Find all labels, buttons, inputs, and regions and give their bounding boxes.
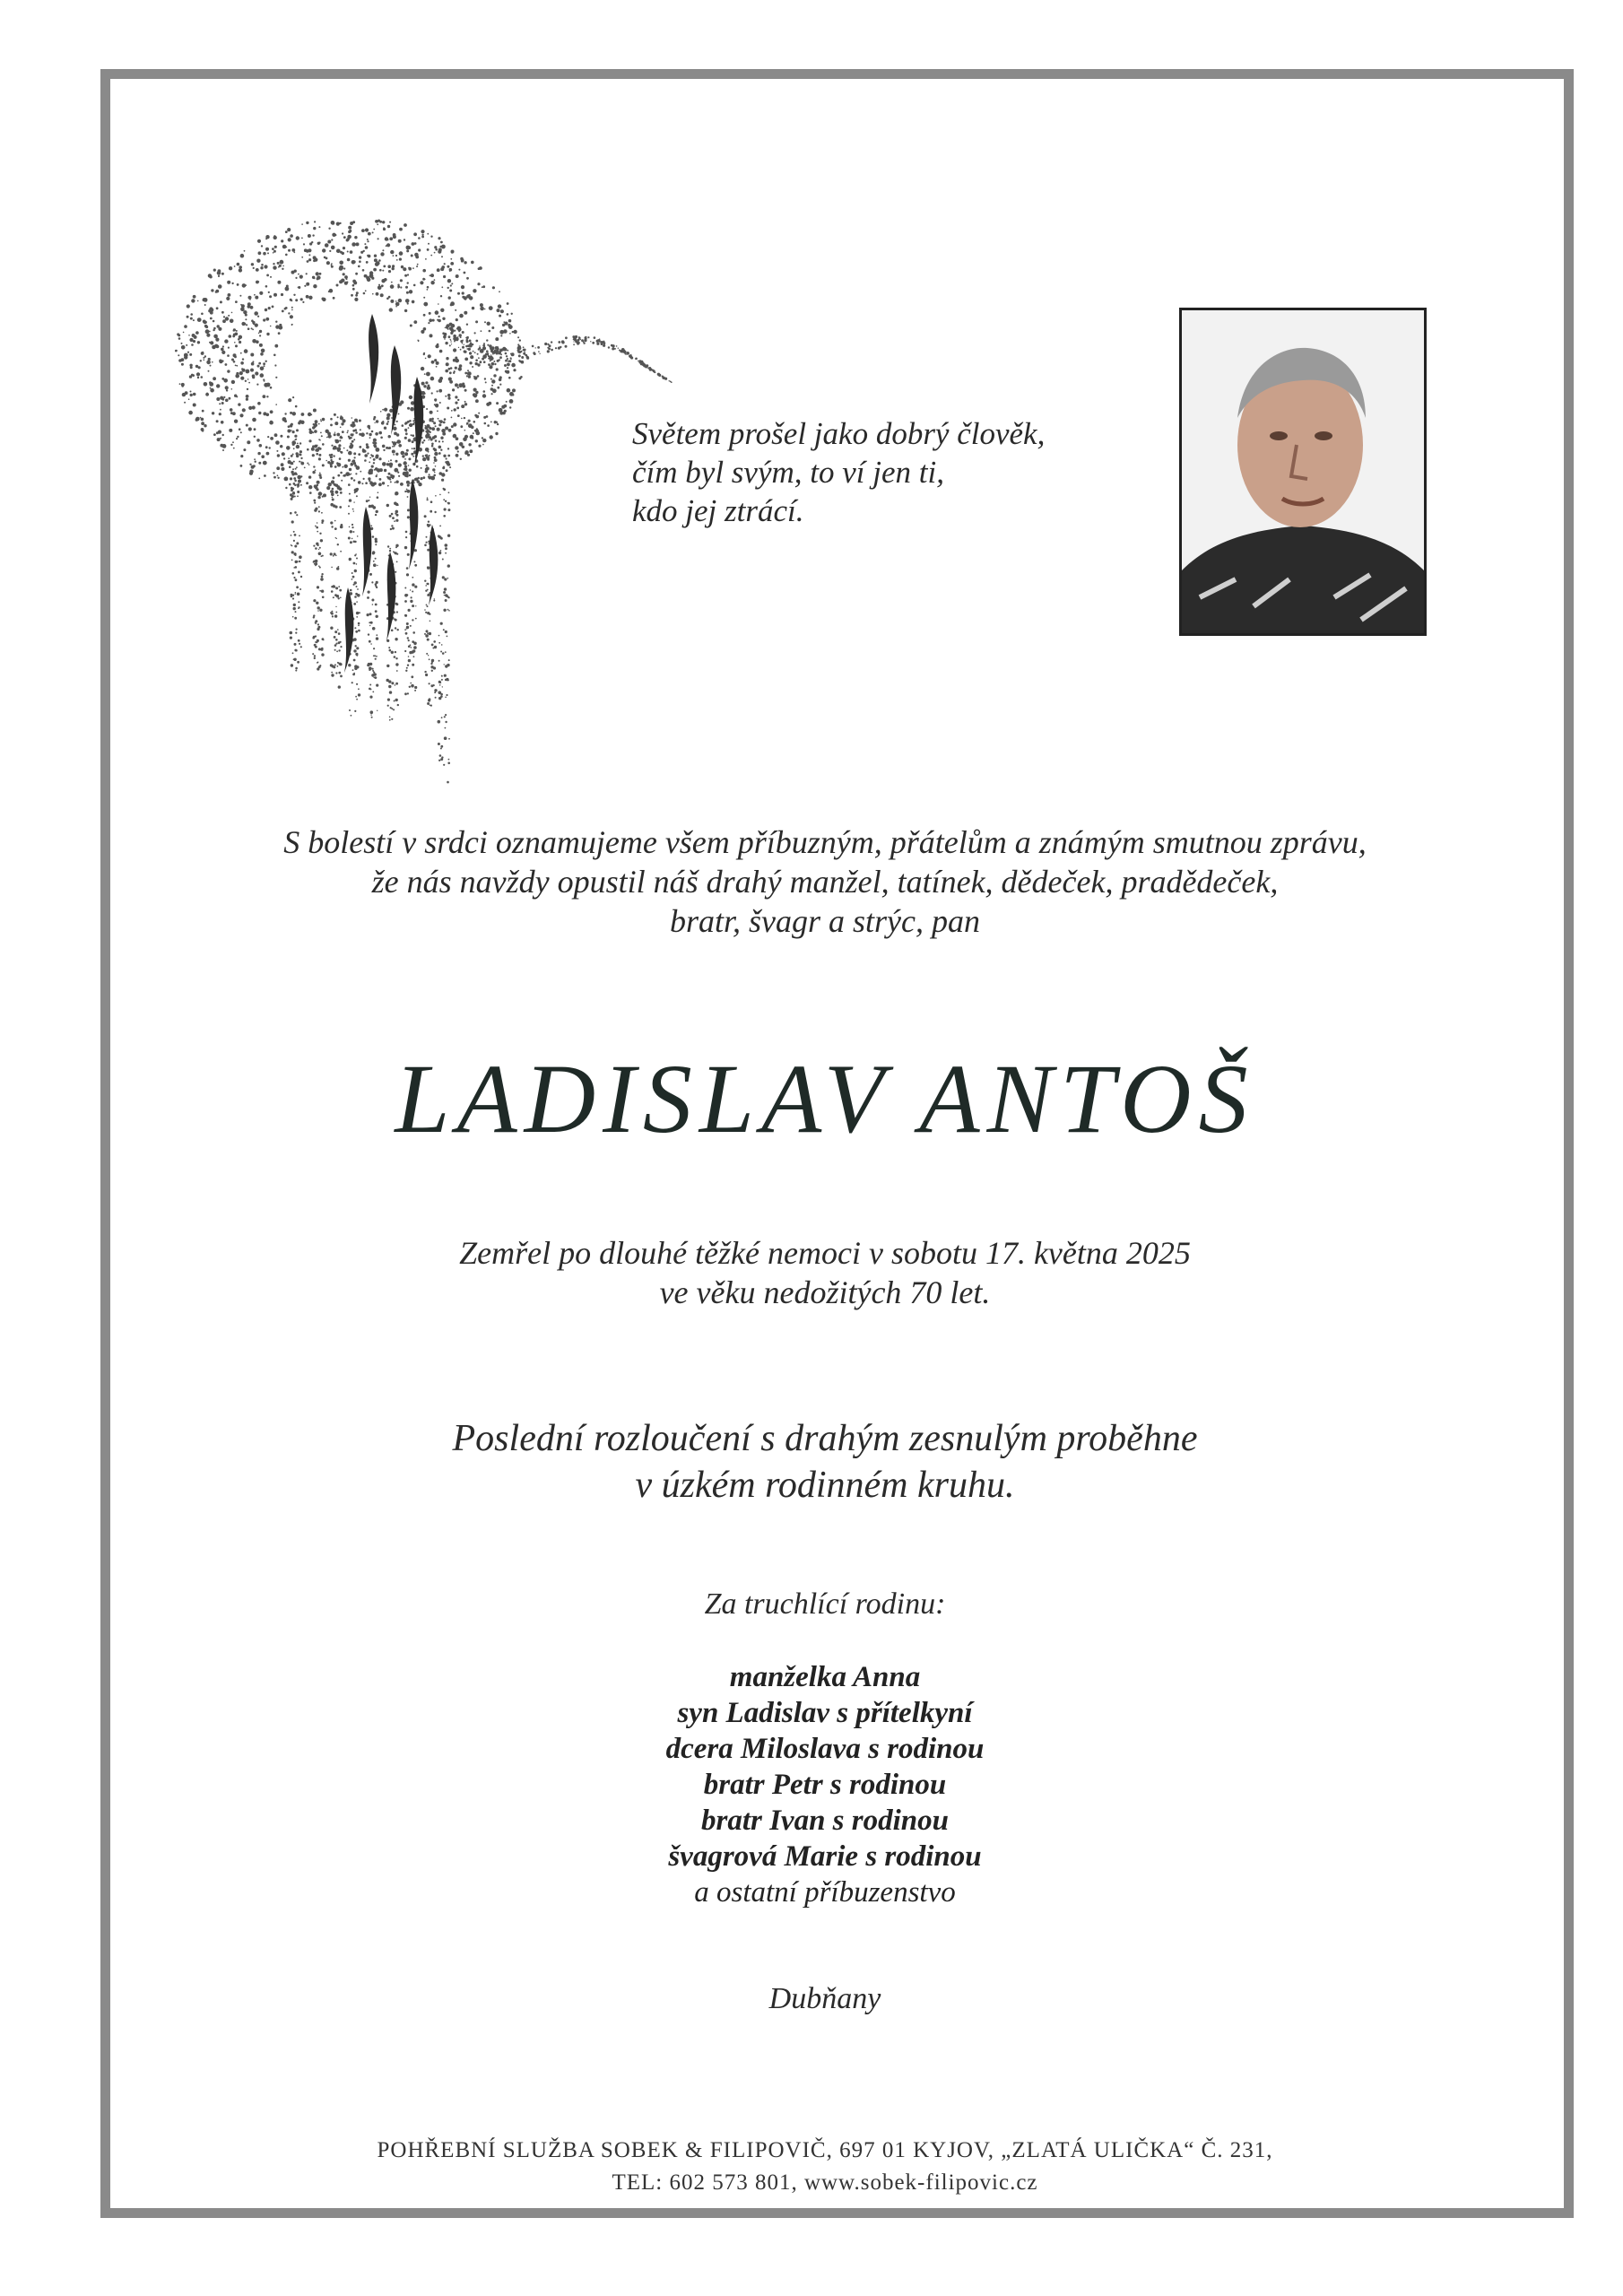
farewell-line: Poslední rozloučení s drahým zesnulým proběhne — [452, 1418, 1198, 1459]
death-line: Zemřel po dlouhé těžké nemoci v sobotu 17. května 2025 — [459, 1235, 1191, 1271]
announcement-text — [179, 822, 1471, 941]
farewell-notice — [179, 1415, 1471, 1509]
portrait-icon — [1182, 310, 1424, 633]
mourner-item: manželka Anna — [729, 1661, 921, 1693]
mourner-item: švagrová Marie s rodinou — [668, 1840, 982, 1873]
for-family-label: Za truchlící rodinu: — [704, 1587, 946, 1621]
mourner-item: syn Ladislav s přítelkyní — [677, 1697, 973, 1729]
farewell-line: v úzkém rodinném kruhu. — [635, 1465, 1015, 1506]
death-notice — [179, 1233, 1471, 1312]
deceased-photo — [1179, 308, 1427, 636]
announcement-line: že nás navždy opustil náš drahý manžel, tatínek, dědeček, pradědeček, — [371, 864, 1279, 900]
announcement-line: bratr, švagr a strýc, pan — [669, 903, 980, 939]
footer-address: POHŘEBNÍ SLUŽBA SOBEK & FILIPOVIČ, 697 01 KYJOV, „ZLATÁ ULIČKA“ Č. 231, — [377, 2138, 1273, 2162]
mourner-item: bratr Petr s rodinou — [703, 1769, 947, 1801]
candle-ornament-icon — [170, 211, 690, 785]
death-line: ve věku nedožitých 70 let. — [659, 1274, 991, 1310]
deceased-name: LADISLAV ANTOŠ — [395, 1044, 1255, 1153]
mourner-item: dcera Miloslava s rodinou — [665, 1733, 985, 1765]
quote-line: kdo jej ztrácí. — [632, 493, 804, 528]
quote-line: Světem prošel jako dobrý člověk, — [632, 416, 1046, 451]
memorial-quote — [632, 414, 1170, 530]
funeral-service-footer — [179, 2135, 1471, 2199]
mourners-list — [179, 1659, 1471, 1910]
footer-contact: TEL: 602 573 801, www.sobek-filipovic.cz — [612, 2170, 1038, 2195]
place-name: Dubňany — [768, 1982, 881, 2015]
mourner-item: bratr Ivan s rodinou — [700, 1805, 949, 1837]
announcement-line: S bolestí v srdci oznamujeme všem příbuzným, přátelům a známým smutnou zprávu, — [283, 824, 1367, 860]
mourner-item: a ostatní příbuzenstvo — [694, 1876, 956, 1909]
quote-line: čím byl svým, to ví jen ti, — [632, 455, 944, 490]
